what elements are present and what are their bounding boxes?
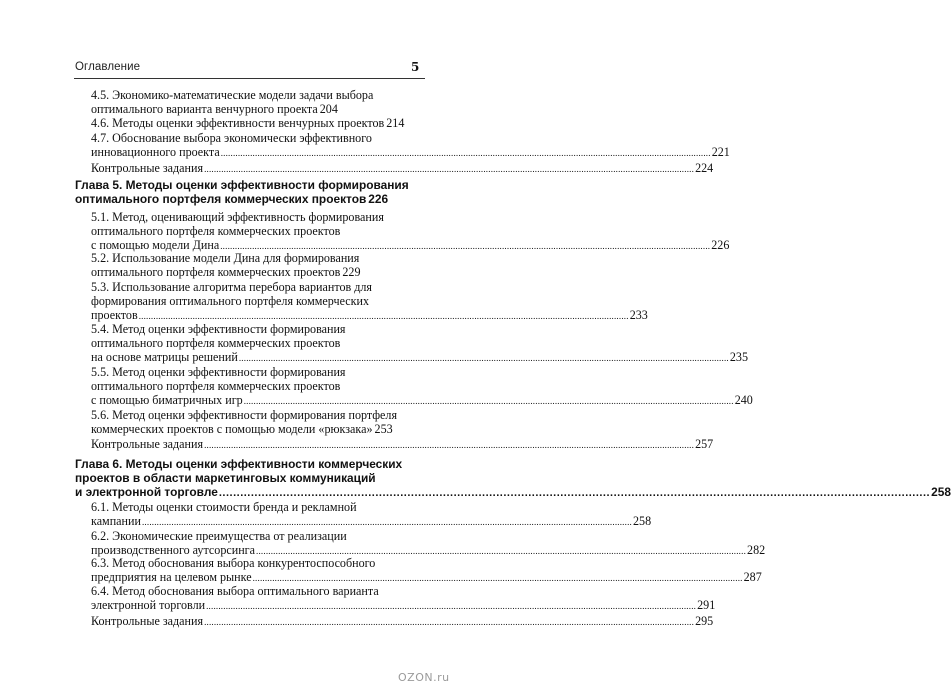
toc-entry-text: 5.5. Метод оценки эффективности формирования [91,365,346,379]
toc-page-number: 258 [632,514,652,528]
toc-entry-text: Глава 6. Методы оценки эффективности коммерческих [75,457,403,471]
toc-entry-text: Глава 5. Методы оценки эффективности формирования [75,178,409,192]
toc-entry-line [0,614,714,629]
toc-entry-line [0,350,748,365]
toc-page-number: 226 [368,192,389,206]
dot-leader: ........................................................................................................................................................................................................ [220,241,711,251]
dot-leader: ........................................................................................................................................................................................................ [141,517,632,527]
toc-page-number: 204 [319,102,338,116]
toc-entry-text: 6.2. Экономические преимущества от реализации [91,529,347,543]
chapter-title-line [0,485,951,500]
toc-entry-line [0,422,393,437]
toc-entry-text: на основе матрицы решений [91,350,238,364]
toc-page-number: 282 [747,543,766,557]
dot-leader: ........................................................................................................................................................................................................ [206,601,697,611]
toc-entry-text: оптимального портфеля коммерческих проектов [91,224,341,238]
toc-entry-text: 4.7. Обоснование выбора экономически эффективного [91,131,372,145]
dot-leader: ........................................................................................................................................................................................................ [204,440,695,450]
toc-page-number: 233 [629,308,648,322]
toc-page-number: 257 [695,437,714,451]
toc-entry-text: формирования оптимального портфеля коммерческих [91,294,370,308]
toc-entry-text: 4.6. Методы оценки эффективности венчурных проектов [91,116,385,130]
toc-page-number: 253 [374,422,393,436]
toc-entry-line [0,529,347,543]
toc-entry-line [0,437,714,452]
toc-entry-text: с помощью биматричных игр [91,393,243,407]
toc-page-number: 226 [711,238,730,252]
dot-leader: ........................................................................................................................................................................................................ [256,546,747,556]
toc-entry-text: оптимального портфеля коммерческих проектов [91,379,341,393]
running-header-title: Оглавление [75,61,141,73]
toc-entry-line [0,145,730,160]
toc-entry-line [0,514,652,529]
toc-entry-line [0,379,341,393]
page-number: 5 [411,60,420,74]
toc-entry-text: предприятия на целевом рынке [91,570,252,584]
toc-page-number: 235 [729,350,748,364]
toc-entry-text: инновационного проекта [91,145,220,159]
toc-entry-text: оптимального портфеля коммерческих проектов [75,192,367,206]
toc-entry-line [0,88,374,102]
toc-entry-text: Контрольные задания [91,614,204,628]
toc-entry-text: проектов в области маркетинговых коммуникаций [75,471,376,485]
toc-entry-text: проектов [91,308,138,322]
toc-entry-line [0,224,341,238]
toc-entry-text: 5.1. Метод, оценивающий эффективность формирования [91,210,384,224]
toc-page-number: 214 [386,116,405,130]
toc-entry-text: 6.1. Методы оценки стоимости бренда и рекламной [91,500,357,514]
toc-entry-line [0,336,341,350]
toc-entry-text: электронной торговли [91,598,206,612]
toc-entry-line [0,131,372,145]
toc-entry-line [0,408,398,422]
toc-page-number: 221 [711,145,730,159]
toc-page-number: 295 [695,614,714,628]
toc-entry-line [0,556,376,570]
toc-page-number: 287 [743,570,762,584]
toc-page-number: 258 [931,485,951,499]
toc-entry-line [0,161,714,176]
toc-entry-text: Контрольные задания [91,437,204,451]
chapter-title-line [0,471,376,485]
toc-entry-text: коммерческих проектов с помощью модели «рюкзака» [91,422,373,436]
toc-entry-line [0,500,357,514]
toc-entry-text: Контрольные задания [91,161,204,175]
toc-entry-line [0,322,346,336]
toc-entry-text: оптимального варианта венчурного проекта [91,102,318,116]
toc-entry-text: 6.4. Метод обоснования выбора оптимального варианта [91,584,379,598]
toc-entry-line [0,393,753,408]
dot-leader: ........................................................................................................................................................................................................ [238,353,729,363]
toc-entry-text: 5.4. Метод оценки эффективности формирования [91,322,346,336]
toc-page-number: 224 [695,161,714,175]
toc-entry-text: производственного аутсорсинга [91,543,256,557]
toc-entry-line [0,584,379,598]
toc-entry-line [0,570,762,585]
watermark: OZON.ru [398,671,450,684]
toc-entry-line [0,598,716,613]
dot-leader: ........................................................................................................................................................................................................ [204,164,695,174]
chapter-title-line [0,178,409,192]
toc-entry-text: кампании [91,514,141,528]
dot-leader: ........................................................................................................................................................................................................ [220,148,711,158]
toc-entry-text: с помощью модели Дина [91,238,220,252]
toc-entry-line [0,265,361,280]
toc-entry-text: 6.3. Метод обоснования выбора конкурентоспособного [91,556,376,570]
dot-leader: ........................................................................................................................................................................................................ [218,487,931,499]
toc-entry-text: 5.3. Использование алгоритма перебора вариантов для [91,280,372,294]
chapter-title-line [0,192,389,207]
toc-entry-line [0,102,338,117]
toc-entry-text: оптимального портфеля коммерческих проектов [91,336,341,350]
dot-leader: ........................................................................................................................................................................................................ [252,573,743,583]
toc-entry-line [0,294,370,308]
toc-entry-line [0,210,384,224]
toc-entry-text: оптимального портфеля коммерческих проектов [91,265,341,279]
dot-leader: ........................................................................................................................................................................................................ [138,311,629,321]
toc-entry-text: и электронной торговле [75,485,218,499]
toc-entry-line [0,280,372,294]
toc-entry-line [0,116,405,131]
dot-leader: ........................................................................................................................................................................................................ [243,396,734,406]
toc-page-number: 229 [342,265,361,279]
toc-entry-text: 5.2. Использование модели Дина для формирования [91,251,360,265]
chapter-title-line [0,457,403,471]
toc-entry-line [0,365,346,379]
toc-entry-line [0,251,360,265]
toc-page-number: 291 [697,598,716,612]
dot-leader: ........................................................................................................................................................................................................ [204,617,695,627]
toc-entry-text: 5.6. Метод оценки эффективности формирования портфеля [91,408,398,422]
toc-entry-text: 4.5. Экономико-математические модели задачи выбора [91,88,374,102]
toc-entry-line [0,308,648,323]
toc-page-number: 240 [734,393,753,407]
